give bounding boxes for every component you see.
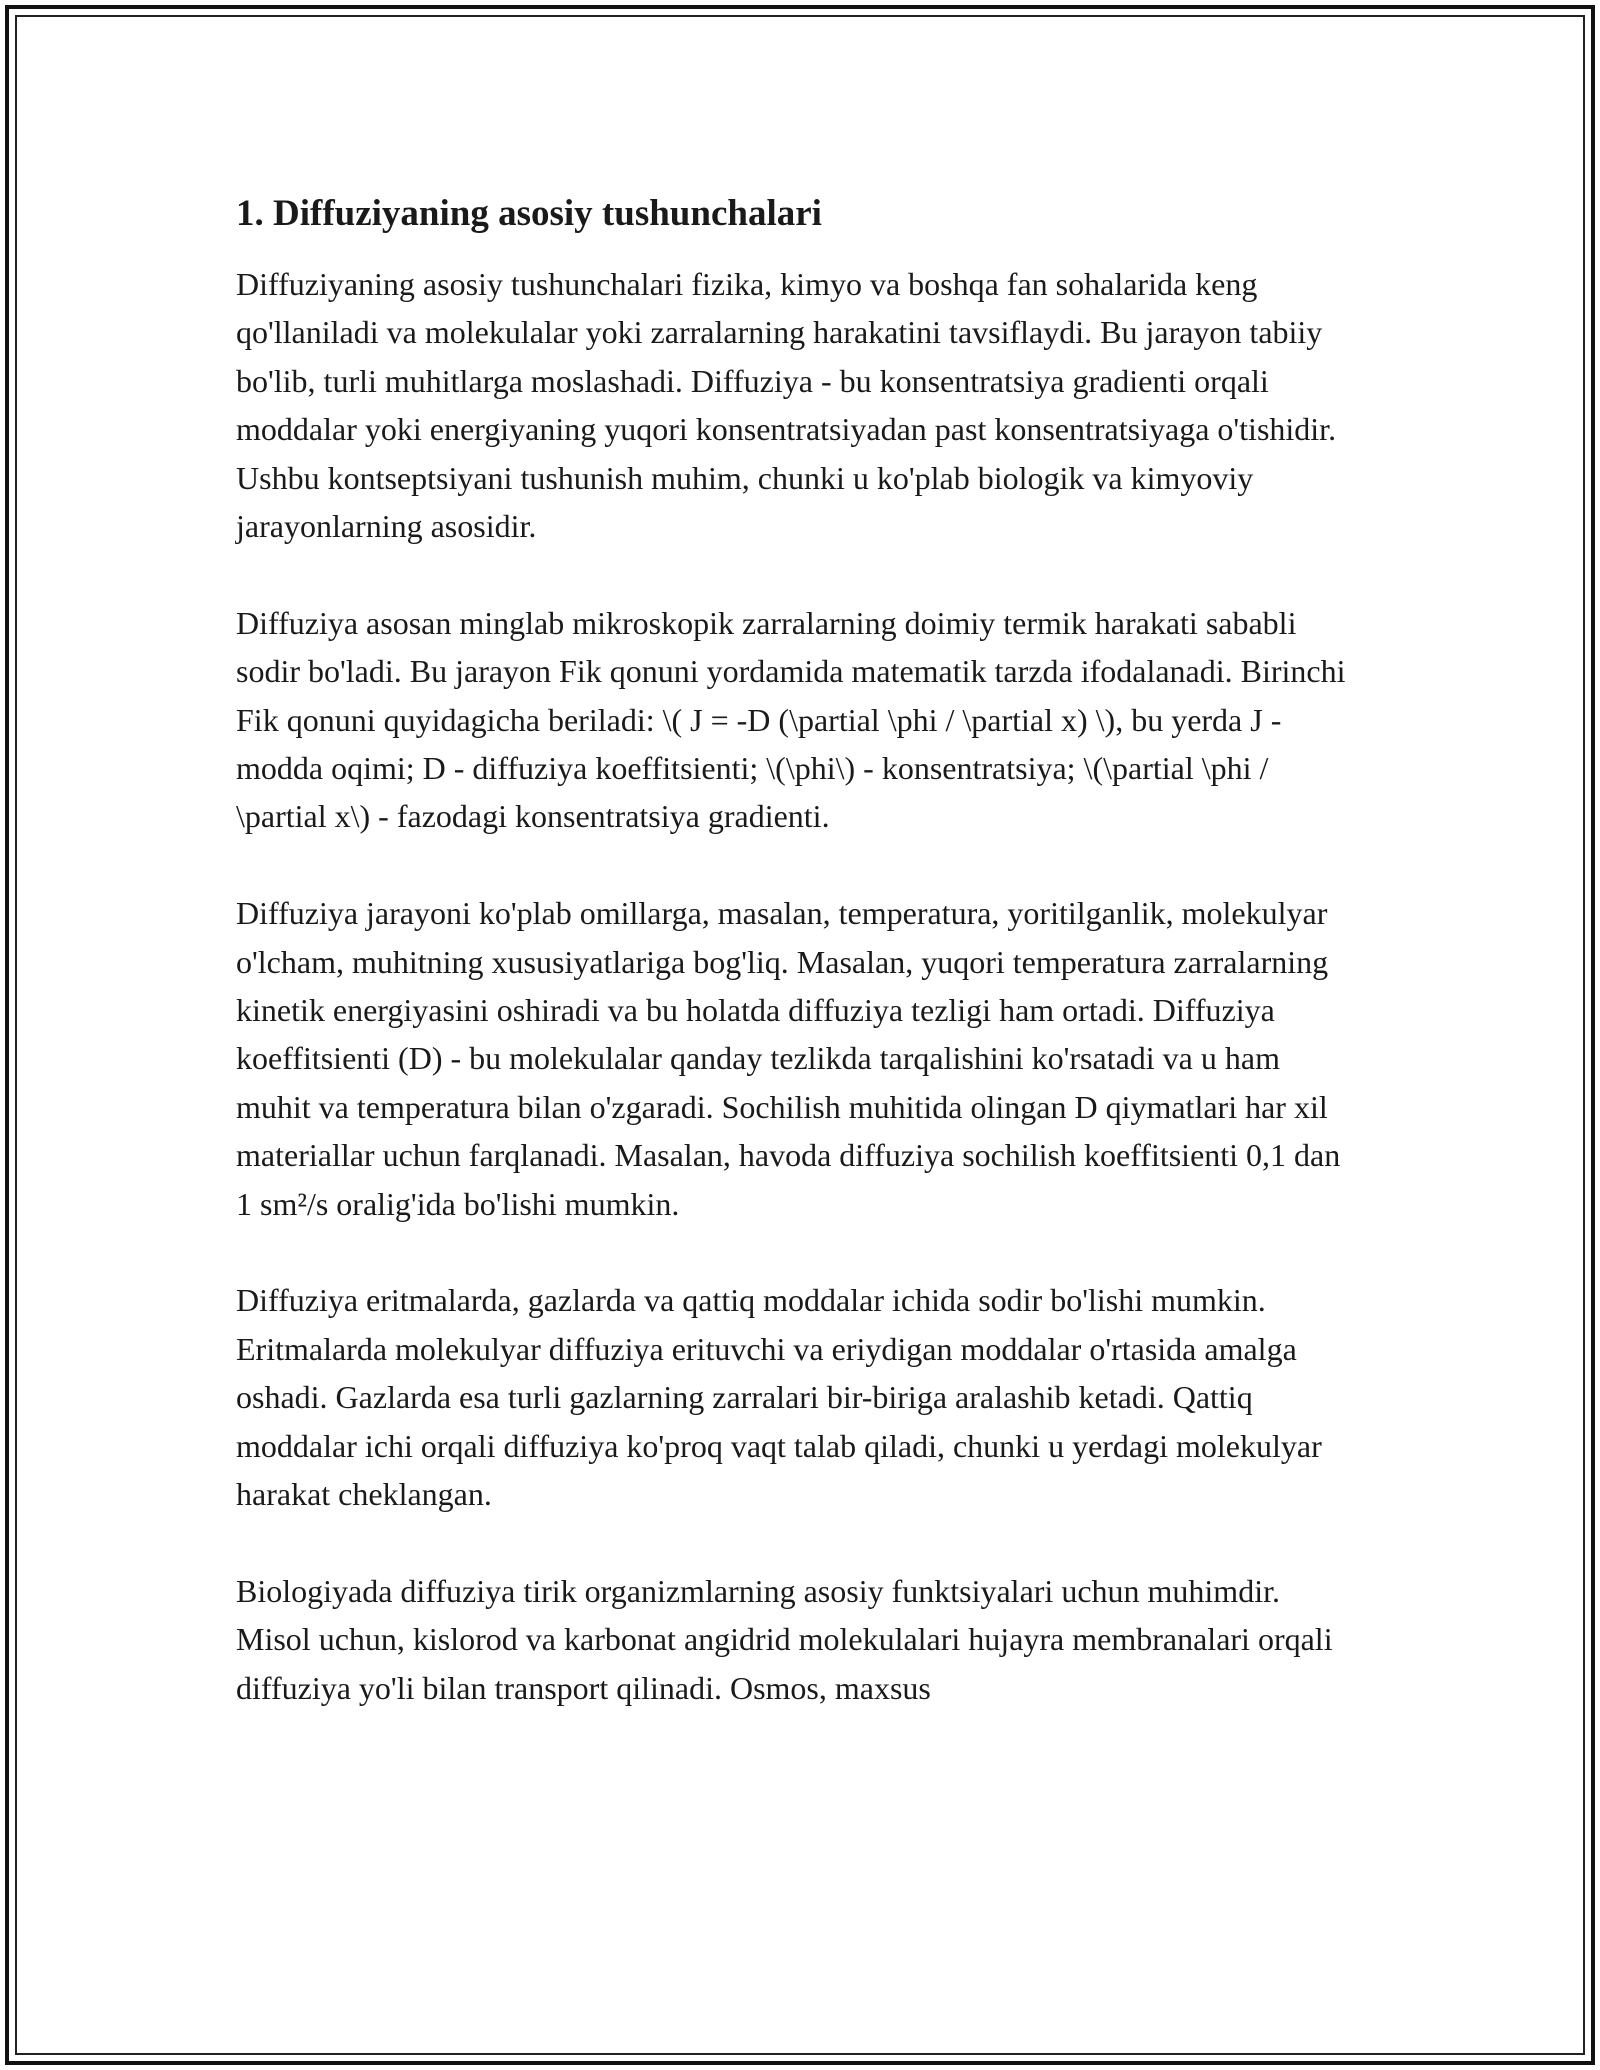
paragraph-1: Diffuziyaning asosiy tushunchalari fizika, kimyo va boshqa fan sohalarida keng qo'llaniladi va molekulalar yoki zarralarning harakatini tavsiflaydi. Bu jarayon tabiiy bo'lib, turli muhitlarga moslashadi. Diffuziya - bu konsentratsiya gradienti orqali moddalar yoki energiyaning yuqori konsentratsiyadan past konsentratsiyaga o'tishidir. Ushbu kontseptsiyani tushunish muhim, chunki u ko'plab biologik va kimyoviy jarayonlarning asosidir. [236, 266, 1337, 545]
document-body [236, 188, 1356, 1761]
paragraph-4: Diffuziya eritmalarda, gazlarda va qattiq moddalar ichida sodir bo'lishi mumkin. Eritmalarda molekulyar diffuziya erituvchi va eriydigan moddalar o'rtasida amalga oshadi. Gazlarda esa turli gazlarning zarralari bir-biriga aralashib ketadi. Qattiq moddalar ichi orqali diffuziya ko'proq vaqt talab qiladi, chunki u yerdagi molekulyar harakat cheklangan. [236, 1282, 1322, 1513]
paragraph-3: Diffuziya jarayoni ko'plab omillarga, masalan, temperatura, yoritilganlik, molekulyar o'lcham, muhitning xususiyatlariga bog'liq. Masalan, yuqori temperatura zarralarning kinetik energiyasini oshiradi va bu holatda diffuziya tezligi ham ortadi. Diffuziya koeffitsienti (D) - bu molekulalar qanday tezlikda tarqalishini ko'rsatadi va u ham muhit va temperatura bilan o'zgaradi. Sochilish muhitida olingan D qiymatlari har xil materiallar uchun farqlanadi. Masalan, havoda diffuziya sochilish koeffitsienti 0,1 dan 1 sm²/s oralig'ida bo'lishi mumkin. [236, 895, 1341, 1222]
paragraph-5: Biologiyada diffuziya tirik organizmlarning asosiy funktsiyalari uchun muhimdir. Misol uchun, kislorod va karbonat angidrid molekulalari hujayra membranalari orqali diffuziya yo'li bilan transport qilinadi. Osmos, maxsus [236, 1572, 1333, 1706]
section-heading: 1. Diffuziyaning asosiy tushunchalari [236, 193, 822, 234]
paragraph-2: Diffuziya asosan minglab mikroskopik zarralarning doimiy termik harakati sababli sodir bo'ladi. Bu jarayon Fik qonuni yordamida matematik tarzda ifodalanadi. Birinchi Fik qonuni quyidagicha beriladi: \( J = -D (\partial \phi / \partial x) \), bu yerda J - modda oqimi; D - diffuziya koeffitsienti; \(\phi\) - konsentratsiya; \(\partial \phi / \partial x\) - fazodagi konsentratsiya gradienti. [236, 604, 1346, 835]
